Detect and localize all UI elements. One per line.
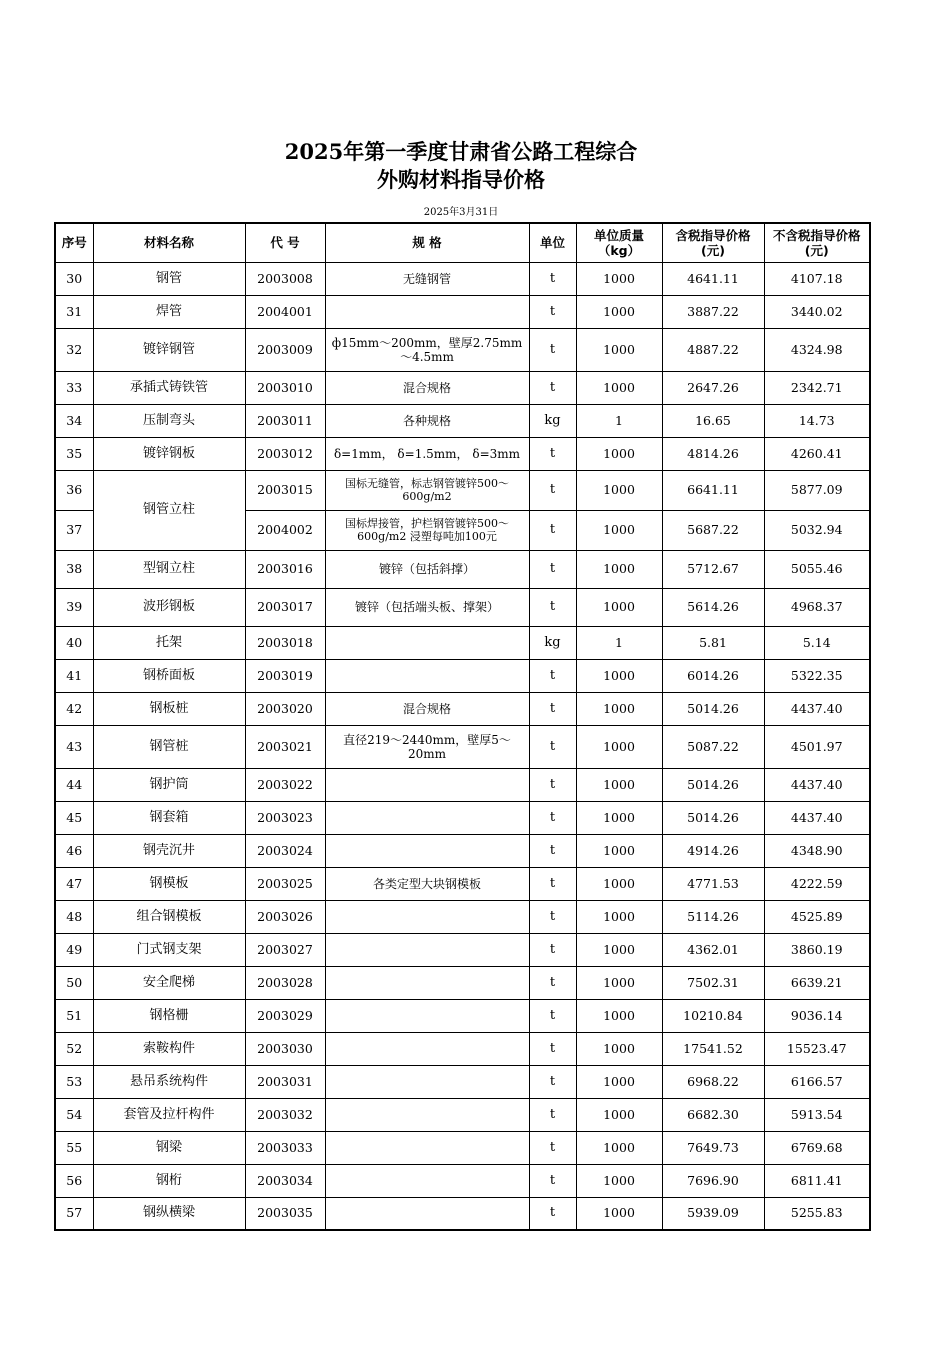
cell-name: 镀锌钢板 — [93, 437, 245, 470]
cell-mass: 1000 — [576, 1131, 662, 1164]
table-row — [55, 550, 870, 588]
header-code: 代 号 — [245, 223, 325, 262]
page-title-line2: 外购材料指导价格 — [377, 167, 545, 192]
cell-seq: 54 — [55, 1098, 93, 1131]
cell-price-tax: 7502.31 — [662, 966, 764, 999]
date-label: 2025年3月31日 — [423, 207, 499, 218]
header-price-tax: 含税指导价格(元) — [662, 223, 764, 262]
cell-spec: δ=1mm， δ=1.5mm， δ=3mm — [325, 437, 529, 470]
cell-mass: 1000 — [576, 834, 662, 867]
cell-unit: t — [529, 768, 576, 801]
cell-price-notax: 4222.59 — [764, 867, 870, 900]
cell-name: 压制弯头 — [93, 404, 245, 437]
cell-name: 钢管桩 — [93, 725, 245, 768]
cell-price-notax: 9036.14 — [764, 999, 870, 1032]
header-spec: 规 格 — [325, 223, 529, 262]
table-row — [55, 867, 870, 900]
cell-seq: 40 — [55, 626, 93, 659]
cell-code: 2003028 — [245, 966, 325, 999]
cell-name: 套管及拉杆构件 — [93, 1098, 245, 1131]
table-row — [55, 1164, 870, 1197]
cell-price-notax: 4968.37 — [764, 588, 870, 626]
cell-spec: 混合规格 — [325, 371, 529, 404]
cell-seq: 34 — [55, 404, 93, 437]
cell-price-notax: 4348.90 — [764, 834, 870, 867]
cell-price-tax: 3887.22 — [662, 295, 764, 328]
cell-unit: t — [529, 834, 576, 867]
cell-mass: 1000 — [576, 768, 662, 801]
cell-seq: 38 — [55, 550, 93, 588]
cell-spec — [325, 801, 529, 834]
cell-seq: 53 — [55, 1065, 93, 1098]
cell-spec: 国标焊接管，护栏钢管镀锌500～600g/m2 浸塑每吨加100元 — [325, 510, 529, 550]
cell-spec — [325, 1098, 529, 1131]
cell-price-notax: 3440.02 — [764, 295, 870, 328]
cell-mass: 1000 — [576, 1065, 662, 1098]
cell-unit: t — [529, 1098, 576, 1131]
cell-unit: t — [529, 550, 576, 588]
cell-seq: 43 — [55, 725, 93, 768]
cell-code: 2003015 — [245, 470, 325, 510]
cell-code: 2003017 — [245, 588, 325, 626]
cell-unit: t — [529, 510, 576, 550]
table-row — [55, 437, 870, 470]
cell-price-tax: 5614.26 — [662, 588, 764, 626]
cell-code: 2003025 — [245, 867, 325, 900]
table-row — [55, 1098, 870, 1131]
cell-mass: 1000 — [576, 295, 662, 328]
table-row — [55, 834, 870, 867]
table-row — [55, 371, 870, 404]
table-row — [55, 801, 870, 834]
cell-name: 钢壳沉井 — [93, 834, 245, 867]
cell-seq: 47 — [55, 867, 93, 900]
cell-spec: 直径219～2440mm，壁厚5～20mm — [325, 725, 529, 768]
cell-seq: 50 — [55, 966, 93, 999]
cell-mass: 1000 — [576, 1164, 662, 1197]
table-row — [55, 966, 870, 999]
cell-price-notax: 5913.54 — [764, 1098, 870, 1131]
cell-code: 2003021 — [245, 725, 325, 768]
cell-mass: 1000 — [576, 801, 662, 834]
cell-price-notax: 3860.19 — [764, 933, 870, 966]
cell-seq: 57 — [55, 1197, 93, 1230]
cell-price-tax: 7696.90 — [662, 1164, 764, 1197]
cell-price-notax: 6166.57 — [764, 1065, 870, 1098]
cell-seq: 52 — [55, 1032, 93, 1065]
cell-mass: 1000 — [576, 999, 662, 1032]
cell-mass: 1000 — [576, 867, 662, 900]
cell-unit: kg — [529, 404, 576, 437]
cell-seq: 51 — [55, 999, 93, 1032]
cell-price-notax: 4501.97 — [764, 725, 870, 768]
cell-name: 钢板桩 — [93, 692, 245, 725]
cell-price-notax: 4525.89 — [764, 900, 870, 933]
cell-code: 2003030 — [245, 1032, 325, 1065]
cell-code: 2003009 — [245, 328, 325, 371]
cell-seq: 45 — [55, 801, 93, 834]
cell-unit: kg — [529, 626, 576, 659]
cell-code: 2003032 — [245, 1098, 325, 1131]
cell-seq: 44 — [55, 768, 93, 801]
cell-price-tax: 6014.26 — [662, 659, 764, 692]
cell-price-tax: 5939.09 — [662, 1197, 764, 1230]
cell-seq: 56 — [55, 1164, 93, 1197]
cell-code: 2003034 — [245, 1164, 325, 1197]
cell-mass: 1000 — [576, 966, 662, 999]
cell-name: 索鞍构件 — [93, 1032, 245, 1065]
cell-mass: 1000 — [576, 1032, 662, 1065]
cell-price-tax: 16.65 — [662, 404, 764, 437]
cell-price-tax: 4814.26 — [662, 437, 764, 470]
table-row — [55, 659, 870, 692]
cell-price-notax: 4107.18 — [764, 262, 870, 295]
cell-name: 型钢立柱 — [93, 550, 245, 588]
cell-price-tax: 4771.53 — [662, 867, 764, 900]
cell-price-tax: 5087.22 — [662, 725, 764, 768]
cell-spec — [325, 1131, 529, 1164]
cell-price-tax: 5687.22 — [662, 510, 764, 550]
cell-seq: 55 — [55, 1131, 93, 1164]
cell-price-notax: 4437.40 — [764, 801, 870, 834]
cell-code: 2003008 — [245, 262, 325, 295]
cell-unit: t — [529, 999, 576, 1032]
cell-price-tax: 6682.30 — [662, 1098, 764, 1131]
cell-code: 2003010 — [245, 371, 325, 404]
table-row — [55, 588, 870, 626]
cell-seq: 39 — [55, 588, 93, 626]
cell-code: 2003011 — [245, 404, 325, 437]
cell-mass: 1000 — [576, 692, 662, 725]
cell-spec — [325, 768, 529, 801]
cell-spec — [325, 659, 529, 692]
cell-spec — [325, 834, 529, 867]
cell-price-tax: 5.81 — [662, 626, 764, 659]
cell-price-tax: 4641.11 — [662, 262, 764, 295]
cell-price-notax: 4437.40 — [764, 768, 870, 801]
cell-spec — [325, 1065, 529, 1098]
cell-spec: 国标无缝管，标志钢管镀锌500～600g/m2 — [325, 470, 529, 510]
cell-code: 2003022 — [245, 768, 325, 801]
cell-seq: 37 — [55, 510, 93, 550]
cell-name: 钢管立柱 — [93, 470, 245, 550]
cell-seq: 49 — [55, 933, 93, 966]
cell-spec: 各类定型大块钢模板 — [325, 867, 529, 900]
cell-price-tax: 4362.01 — [662, 933, 764, 966]
cell-price-notax: 5.14 — [764, 626, 870, 659]
table-row — [55, 470, 870, 510]
cell-name: 钢纵横梁 — [93, 1197, 245, 1230]
cell-spec — [325, 295, 529, 328]
table-row — [55, 900, 870, 933]
cell-price-notax: 6639.21 — [764, 966, 870, 999]
cell-unit: t — [529, 801, 576, 834]
cell-unit: t — [529, 470, 576, 510]
table-row — [55, 1197, 870, 1230]
price-table — [54, 222, 871, 1231]
cell-spec — [325, 1164, 529, 1197]
cell-unit: t — [529, 900, 576, 933]
cell-name: 钢桁 — [93, 1164, 245, 1197]
cell-mass: 1000 — [576, 371, 662, 404]
cell-unit: t — [529, 692, 576, 725]
cell-name: 安全爬梯 — [93, 966, 245, 999]
cell-price-tax: 5014.26 — [662, 801, 764, 834]
cell-code: 2003016 — [245, 550, 325, 588]
table-row — [55, 999, 870, 1032]
cell-name: 钢模板 — [93, 867, 245, 900]
cell-unit: t — [529, 659, 576, 692]
table-row — [55, 1131, 870, 1164]
cell-code: 2003033 — [245, 1131, 325, 1164]
cell-mass: 1000 — [576, 725, 662, 768]
cell-name: 钢桥面板 — [93, 659, 245, 692]
page-title-line1: 2025年第一季度甘肃省公路工程综合 — [284, 139, 638, 164]
cell-name: 镀锌钢管 — [93, 328, 245, 371]
cell-price-tax: 5014.26 — [662, 768, 764, 801]
cell-price-tax: 5712.67 — [662, 550, 764, 588]
cell-spec: 镀锌（包括端头板、撑架） — [325, 588, 529, 626]
cell-spec — [325, 966, 529, 999]
cell-code: 2003031 — [245, 1065, 325, 1098]
table-row — [55, 725, 870, 768]
cell-code: 2003026 — [245, 900, 325, 933]
cell-price-tax: 2647.26 — [662, 371, 764, 404]
cell-name: 组合钢模板 — [93, 900, 245, 933]
cell-price-notax: 4260.41 — [764, 437, 870, 470]
cell-spec: 镀锌（包括斜撑） — [325, 550, 529, 588]
cell-unit: t — [529, 1032, 576, 1065]
cell-seq: 33 — [55, 371, 93, 404]
cell-price-tax: 6641.11 — [662, 470, 764, 510]
cell-price-notax: 4437.40 — [764, 692, 870, 725]
cell-code: 2003027 — [245, 933, 325, 966]
cell-code: 2003019 — [245, 659, 325, 692]
table-row — [55, 933, 870, 966]
cell-mass: 1000 — [576, 659, 662, 692]
cell-name: 波形钢板 — [93, 588, 245, 626]
table-row — [55, 692, 870, 725]
cell-mass: 1000 — [576, 1197, 662, 1230]
cell-unit: t — [529, 371, 576, 404]
cell-name: 焊管 — [93, 295, 245, 328]
cell-mass: 1000 — [576, 1098, 662, 1131]
cell-spec — [325, 999, 529, 1032]
cell-seq: 31 — [55, 295, 93, 328]
cell-name: 门式钢支架 — [93, 933, 245, 966]
header-name: 材料名称 — [93, 223, 245, 262]
cell-seq: 36 — [55, 470, 93, 510]
cell-unit: t — [529, 725, 576, 768]
cell-price-tax: 4887.22 — [662, 328, 764, 371]
cell-mass: 1 — [576, 404, 662, 437]
cell-unit: t — [529, 328, 576, 371]
cell-spec: 混合规格 — [325, 692, 529, 725]
cell-price-tax: 5014.26 — [662, 692, 764, 725]
table-row — [55, 768, 870, 801]
cell-code: 2003029 — [245, 999, 325, 1032]
cell-spec — [325, 933, 529, 966]
table-row — [55, 1065, 870, 1098]
cell-spec: ф15mm～200mm，壁厚2.75mm～4.5mm — [325, 328, 529, 371]
header-unit: 单位 — [529, 223, 576, 262]
cell-seq: 46 — [55, 834, 93, 867]
cell-price-tax: 17541.52 — [662, 1032, 764, 1065]
cell-seq: 41 — [55, 659, 93, 692]
cell-price-notax: 6811.41 — [764, 1164, 870, 1197]
table-row — [55, 1032, 870, 1065]
cell-name: 钢格栅 — [93, 999, 245, 1032]
table-row — [55, 295, 870, 328]
cell-price-tax: 5114.26 — [662, 900, 764, 933]
cell-name: 承插式铸铁管 — [93, 371, 245, 404]
cell-price-notax: 14.73 — [764, 404, 870, 437]
cell-unit: t — [529, 1164, 576, 1197]
cell-spec — [325, 626, 529, 659]
cell-unit: t — [529, 588, 576, 626]
header-seq: 序号 — [55, 223, 93, 262]
cell-seq: 35 — [55, 437, 93, 470]
cell-seq: 42 — [55, 692, 93, 725]
cell-price-notax: 15523.47 — [764, 1032, 870, 1065]
cell-code: 2003020 — [245, 692, 325, 725]
cell-code: 2004002 — [245, 510, 325, 550]
cell-price-notax: 4324.98 — [764, 328, 870, 371]
cell-name: 钢梁 — [93, 1131, 245, 1164]
cell-name: 钢管 — [93, 262, 245, 295]
cell-price-notax: 5055.46 — [764, 550, 870, 588]
cell-unit: t — [529, 1065, 576, 1098]
cell-name: 悬吊系统构件 — [93, 1065, 245, 1098]
cell-unit: t — [529, 295, 576, 328]
cell-code: 2004001 — [245, 295, 325, 328]
cell-mass: 1000 — [576, 900, 662, 933]
cell-mass: 1000 — [576, 550, 662, 588]
cell-unit: t — [529, 966, 576, 999]
cell-code: 2003018 — [245, 626, 325, 659]
cell-price-notax: 5255.83 — [764, 1197, 870, 1230]
cell-price-notax: 5322.35 — [764, 659, 870, 692]
cell-spec: 无缝钢管 — [325, 262, 529, 295]
cell-seq: 30 — [55, 262, 93, 295]
cell-unit: t — [529, 262, 576, 295]
cell-spec — [325, 900, 529, 933]
cell-price-notax: 2342.71 — [764, 371, 870, 404]
cell-price-notax: 5877.09 — [764, 470, 870, 510]
cell-code: 2003035 — [245, 1197, 325, 1230]
cell-code: 2003012 — [245, 437, 325, 470]
table-row — [55, 404, 870, 437]
cell-mass: 1000 — [576, 262, 662, 295]
cell-mass: 1000 — [576, 328, 662, 371]
cell-unit: t — [529, 1197, 576, 1230]
cell-name: 钢套箱 — [93, 801, 245, 834]
cell-name: 托架 — [93, 626, 245, 659]
cell-seq: 48 — [55, 900, 93, 933]
table-row — [55, 328, 870, 371]
cell-price-tax: 4914.26 — [662, 834, 764, 867]
table-row — [55, 262, 870, 295]
cell-spec — [325, 1197, 529, 1230]
cell-seq: 32 — [55, 328, 93, 371]
cell-mass: 1000 — [576, 933, 662, 966]
cell-name: 钢护筒 — [93, 768, 245, 801]
cell-unit: t — [529, 437, 576, 470]
cell-mass: 1 — [576, 626, 662, 659]
cell-price-tax: 7649.73 — [662, 1131, 764, 1164]
cell-mass: 1000 — [576, 588, 662, 626]
cell-unit: t — [529, 933, 576, 966]
cell-code: 2003023 — [245, 801, 325, 834]
cell-price-tax: 10210.84 — [662, 999, 764, 1032]
header-price-notax: 不含税指导价格(元) — [764, 223, 870, 262]
cell-unit: t — [529, 1131, 576, 1164]
table-row — [55, 626, 870, 659]
cell-spec: 各种规格 — [325, 404, 529, 437]
cell-mass: 1000 — [576, 437, 662, 470]
cell-spec — [325, 1032, 529, 1065]
cell-price-tax: 6968.22 — [662, 1065, 764, 1098]
cell-price-notax: 5032.94 — [764, 510, 870, 550]
header-mass: 单位质量（kg） — [576, 223, 662, 262]
header-row — [55, 223, 870, 262]
cell-mass: 1000 — [576, 510, 662, 550]
cell-unit: t — [529, 867, 576, 900]
cell-price-notax: 6769.68 — [764, 1131, 870, 1164]
cell-mass: 1000 — [576, 470, 662, 510]
cell-code: 2003024 — [245, 834, 325, 867]
